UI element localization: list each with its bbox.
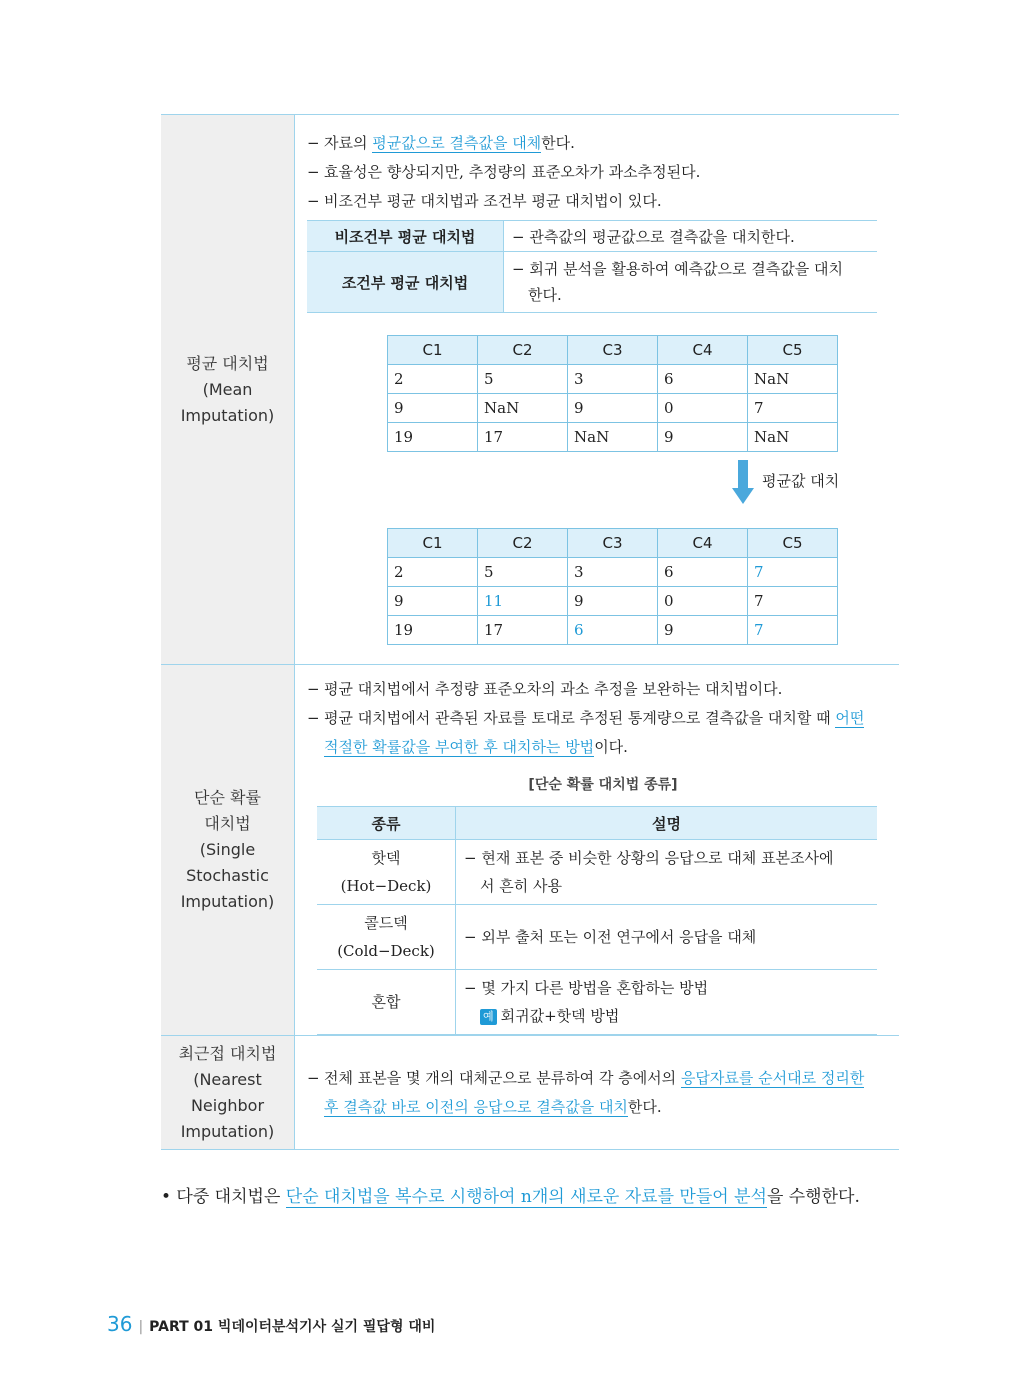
grid-row xyxy=(388,587,838,616)
conditional-desc: − 회귀 분석을 활용하여 예측값으로 결측값을 대치 한다. xyxy=(504,252,878,313)
grid-cell: NaN xyxy=(748,365,838,394)
nearest-line-2: 후 결측값 바로 이전의 응답으로 결측값을 대치한다. xyxy=(324,1097,662,1116)
grid-row xyxy=(388,558,838,587)
nearest-neighbor-row xyxy=(161,1036,899,1150)
grid-cell: NaN xyxy=(568,423,658,452)
grid-cell: 9 xyxy=(568,587,658,616)
unconditional-desc: − 관측값의 평균값으로 결측값을 대치한다. xyxy=(504,221,878,252)
nearest-neighbor-label: 최근접 대치법 (Nearest Neighbor Imputation) xyxy=(161,1036,295,1150)
grid-cell: 3 xyxy=(568,558,658,587)
stochastic-table-title: [단순 확률 대치법 종류] xyxy=(528,777,678,793)
grid-cell: 2 xyxy=(388,365,478,394)
example-badge: 예 xyxy=(480,1009,497,1025)
mean-subtype-table xyxy=(307,220,877,313)
grid-cell: 7 xyxy=(748,587,838,616)
mean-line-3: − 비조건부 평균 대치법과 조건부 평균 대치법이 있다. xyxy=(307,192,662,210)
mean-imputation-content xyxy=(295,115,900,665)
before-imputation-grid xyxy=(387,335,838,452)
grid-cell: 9 xyxy=(388,587,478,616)
multiple-imputation-note: • 다중 대치법은 단순 대치법을 복수로 시행하여 n개의 새로운 자료를 만들어 분석을 수행한다. xyxy=(161,1187,860,1207)
grid-cell: 2 xyxy=(388,558,478,587)
grid-cell: 19 xyxy=(388,616,478,645)
grid-cell: NaN xyxy=(478,394,568,423)
col-kind: 종류 xyxy=(317,807,456,840)
grid-cell: 7 xyxy=(748,558,838,587)
grid-cell: 11 xyxy=(478,587,568,616)
grid-cell: 17 xyxy=(478,616,568,645)
grid-cell: 7 xyxy=(748,394,838,423)
grid-cell: 5 xyxy=(478,558,568,587)
grid-col-header: C4 xyxy=(658,336,748,365)
mean-line-2: − 효율성은 향상되지만, 추정량의 표준오차가 과소추정된다. xyxy=(307,163,701,181)
col-desc: 설명 xyxy=(456,807,878,840)
grid-cell: 17 xyxy=(478,423,568,452)
grid-col-header: C1 xyxy=(388,529,478,558)
grid-cell: 19 xyxy=(388,423,478,452)
grid-cell: 6 xyxy=(568,616,658,645)
arrow-label: 평균값 대치 xyxy=(762,472,840,490)
conditional-head: 조건부 평균 대치법 xyxy=(307,252,504,313)
page-number: 36 xyxy=(107,1312,133,1336)
grid-cell: 6 xyxy=(658,365,748,394)
grid-cell: 9 xyxy=(658,423,748,452)
single-stochastic-row xyxy=(161,665,899,1036)
grid-col-header: C3 xyxy=(568,529,658,558)
single-line-2: − 평균 대치법에서 관측된 자료를 토대로 추정된 통계량으로 결측값을 대치할 때 어떤 xyxy=(307,709,865,727)
grid-cell: 9 xyxy=(568,394,658,423)
mean-line-1: − 자료의 평균값으로 결측값을 대체한다. xyxy=(307,134,575,152)
grid-col-header: C4 xyxy=(658,529,748,558)
grid-row xyxy=(388,365,838,394)
grid-col-header: C5 xyxy=(748,336,838,365)
cold-deck-row: 콜드덱 (Cold−Deck) − 외부 출처 또는 이전 연구에서 응답을 대체 xyxy=(317,905,877,970)
part-title: PART 01 빅데이터분석기사 실기 필답형 대비 xyxy=(149,1319,436,1335)
grid-cell: 5 xyxy=(478,365,568,394)
grid-cell: 7 xyxy=(748,616,838,645)
grid-cell: 3 xyxy=(568,365,658,394)
unconditional-head: 비조건부 평균 대치법 xyxy=(307,221,504,252)
grid-col-header: C2 xyxy=(478,336,568,365)
grid-cell: 9 xyxy=(388,394,478,423)
arrow-row xyxy=(307,452,899,506)
grid-col-header: C2 xyxy=(478,529,568,558)
single-stochastic-label: 단순 확률 대치법 (Single Stochastic Imputation) xyxy=(161,665,295,1036)
after-imputation-grid xyxy=(387,528,838,645)
grid-row xyxy=(388,423,838,452)
grid-cell: 6 xyxy=(658,558,748,587)
nearest-line-1: − 전체 표본을 몇 개의 대체군으로 분류하여 각 층에서의 응답자료를 순서대로 정리한 xyxy=(307,1068,865,1087)
imputation-methods-table xyxy=(161,114,899,1150)
grid-col-header: C3 xyxy=(568,336,658,365)
grid-col-header: C5 xyxy=(748,529,838,558)
single-line-1: − 평균 대치법에서 추정량 표준오차의 과소 추정을 보완하는 대치법이다. xyxy=(307,680,783,698)
grid-cell: 0 xyxy=(658,394,748,423)
stochastic-types-table xyxy=(317,806,877,1035)
grid-row xyxy=(388,616,838,645)
grid-cell: NaN xyxy=(748,423,838,452)
page-footer: 36 | PART 01 빅데이터분석기사 실기 필답형 대비 xyxy=(107,1312,436,1336)
single-stochastic-content xyxy=(295,665,900,1036)
grid-row xyxy=(388,394,838,423)
mean-imputation-row xyxy=(161,115,899,665)
single-line-2b: 적절한 확률값을 부여한 후 대치하는 방법이다. xyxy=(324,738,628,756)
mean-imputation-label: 평균 대치법 (Mean Imputation) xyxy=(161,115,295,665)
down-arrow-icon xyxy=(732,460,754,504)
grid-col-header: C1 xyxy=(388,336,478,365)
mixed-row: 혼합 − 몇 가지 다른 방법을 혼합하는 방법 예 회귀값+핫덱 방법 xyxy=(317,970,877,1035)
grid-cell: 9 xyxy=(658,616,748,645)
nearest-neighbor-content xyxy=(295,1036,900,1150)
grid-cell: 0 xyxy=(658,587,748,616)
hot-deck-row: 핫덱 (Hot−Deck) − 현재 표본 중 비슷한 상황의 응답으로 대체 표본조사에 서 흔히 사용 xyxy=(317,840,877,905)
